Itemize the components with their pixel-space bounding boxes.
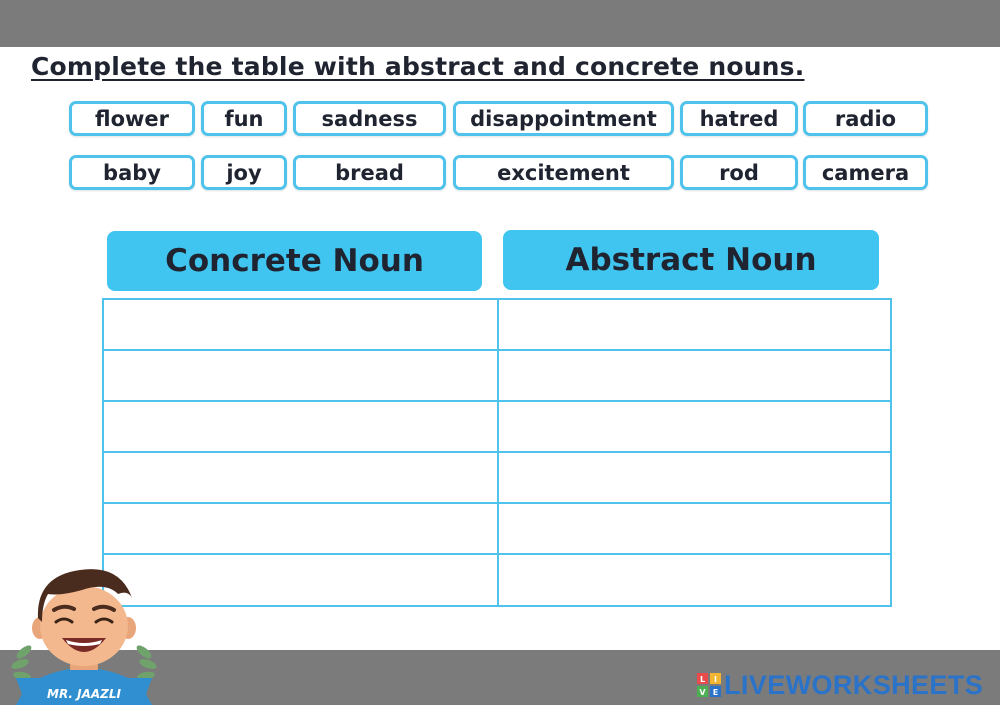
liveworksheets-logo-text: LIVEWORKSHEETS <box>724 669 984 700</box>
svg-text:L: L <box>699 675 706 684</box>
concrete-answer-cell-5[interactable] <box>104 504 499 555</box>
abstract-answer-cell-4[interactable] <box>499 453 890 504</box>
abstract-answer-cell-5[interactable] <box>499 504 890 555</box>
word-chip-bread[interactable]: bread <box>293 155 446 190</box>
word-chip-camera[interactable]: camera <box>803 155 928 190</box>
instruction-heading: Complete the table with abstract and concrete nouns. <box>31 52 805 81</box>
concrete-noun-header: Concrete Noun <box>107 231 482 291</box>
svg-text:V: V <box>699 688 706 697</box>
word-chip-fun[interactable]: fun <box>201 101 287 136</box>
concrete-answer-cell-4[interactable] <box>104 453 499 504</box>
concrete-answer-cell-3[interactable] <box>104 402 499 453</box>
word-chip-flower[interactable]: flower <box>69 101 195 136</box>
word-chip-joy[interactable]: joy <box>201 155 287 190</box>
word-chip-excitement[interactable]: excitement <box>453 155 674 190</box>
word-chip-radio[interactable]: radio <box>803 101 928 136</box>
mascot-name: MR. JAAZLI <box>47 687 121 701</box>
abstract-answer-cell-1[interactable] <box>499 300 890 351</box>
word-chip-rod[interactable]: rod <box>680 155 798 190</box>
word-chip-sadness[interactable]: sadness <box>293 101 446 136</box>
liveworksheets-badge-icon <box>697 673 721 697</box>
abstract-answer-cell-3[interactable] <box>499 402 890 453</box>
word-chip-baby[interactable]: baby <box>69 155 195 190</box>
top-bar <box>0 0 1000 47</box>
word-chip-disappointment[interactable]: disappointment <box>453 101 674 136</box>
abstract-answer-cell-2[interactable] <box>499 351 890 402</box>
abstract-noun-header: Abstract Noun <box>503 230 879 290</box>
concrete-answer-cell-2[interactable] <box>104 351 499 402</box>
word-chip-hatred[interactable]: hatred <box>680 101 798 136</box>
mascot-illustration <box>10 560 160 705</box>
svg-text:E: E <box>712 688 719 697</box>
concrete-answer-cell-6[interactable] <box>104 555 499 605</box>
abstract-answer-cell-6[interactable] <box>499 555 890 605</box>
answer-table <box>102 298 892 607</box>
svg-text:I: I <box>714 675 717 684</box>
concrete-answer-cell-1[interactable] <box>104 300 499 351</box>
liveworksheets-logo[interactable] <box>697 670 983 700</box>
